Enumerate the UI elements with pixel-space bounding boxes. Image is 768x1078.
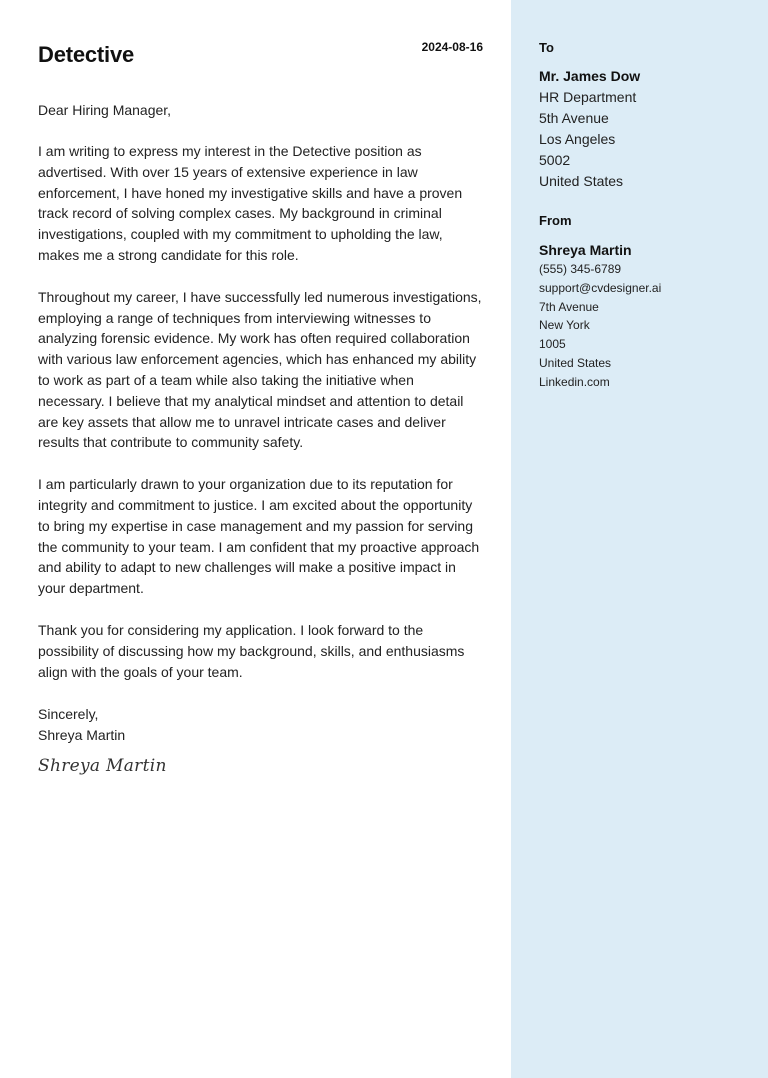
sender-website[interactable]: Linkedin.com: [539, 374, 610, 389]
sender-block: [539, 240, 661, 392]
closing-salutation: Sincerely,: [38, 706, 99, 722]
paragraph: Thank you for considering my application. I look forward to the possibility of discussing how my background, skills, and enthusiasms align with the goals of your team.: [38, 621, 465, 680]
from-label: From: [539, 213, 572, 228]
recipient-street: 5th Avenue: [539, 110, 609, 126]
recipient-zip: 5002: [539, 152, 571, 168]
letter-paragraphs: [38, 141, 483, 703]
recipient-name: Mr. James Dow: [539, 68, 641, 84]
sender-phone: (555) 345-6789: [539, 262, 622, 276]
sender-zip: 1005: [539, 337, 566, 352]
closing-name: Shreya Martin: [38, 727, 126, 743]
sender-email[interactable]: support@cvdesigner.ai: [539, 280, 662, 295]
to-label: To: [539, 40, 554, 55]
sender-street: 7th Avenue: [539, 299, 599, 314]
recipient-block: [539, 66, 640, 192]
recipient-city: Los Angeles: [539, 131, 616, 147]
paragraph: I am writing to express my interest in the Detective position as advertised. With over 15 years of extensive experience in law enforcement, I have honed my investigative skills and have a proven track record of solving complex cases. My background in criminal investigations, coupled with my commitment to upholding the law, makes me a strong candidate for this role.: [38, 143, 463, 263]
paragraph: I am particularly drawn to your organization due to its reputation for integrity and commitment to justice. I am excited about the opportunity to bring my expertise in case management and my passion for serving the community to your team. I am confident that my proactive approach and ability to adapt to new challenges will make a positive impact in your department.: [38, 476, 480, 597]
signature: Shreya Martin: [38, 756, 167, 776]
letter-date: 2024-08-16: [421, 40, 483, 54]
closing-block: [38, 704, 125, 746]
sender-city: New York: [539, 318, 590, 333]
recipient-country: United States: [539, 173, 624, 189]
paragraph: Throughout my career, I have successfully led numerous investigations, employing a range of techniques from interviewing witnesses to analyzing forensic evidence. My work has often required collaboration with various law enforcement agencies, which has enhanced my ability to work as part of a team while also taking the initiative when necessary. I believe that my analytical mindset and attention to detail are key assets that allow me to unravel intricate cases and deliver results that contribute to community safety.: [38, 288, 482, 451]
sender-name: Shreya Martin: [539, 242, 632, 258]
sender-country: United States: [539, 355, 612, 370]
recipient-department: HR Department: [539, 89, 637, 105]
greeting: Dear Hiring Manager,: [38, 102, 172, 118]
page-title: Detective: [38, 42, 135, 67]
